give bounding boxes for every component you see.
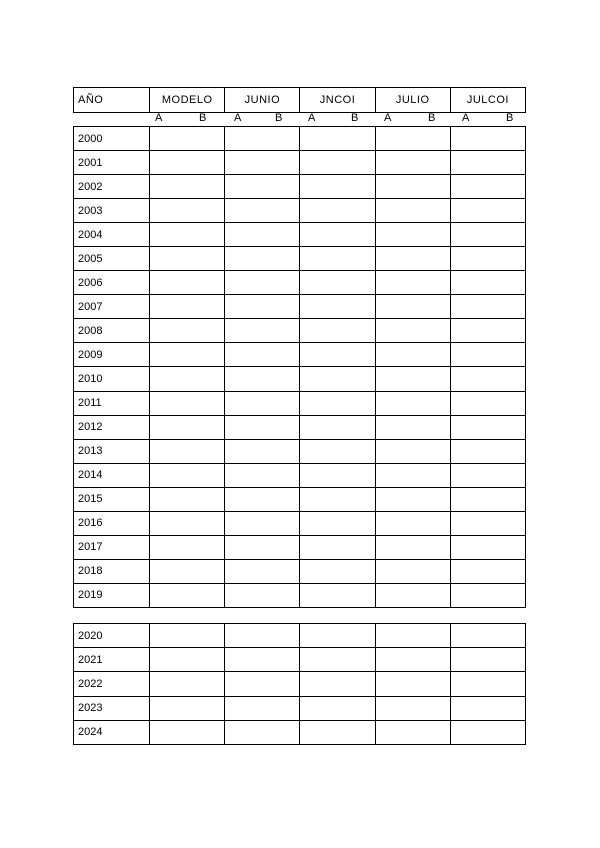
entry-cell[interactable]	[150, 439, 225, 463]
entry-cell[interactable]	[150, 648, 225, 672]
entry-cell[interactable]	[225, 151, 300, 175]
entry-cell[interactable]	[450, 463, 525, 487]
table-row	[74, 319, 526, 343]
entry-cell[interactable]	[450, 487, 525, 511]
year-cell: 2020	[74, 624, 150, 648]
table-row	[74, 648, 526, 672]
entry-cell[interactable]	[225, 367, 300, 391]
entry-cell[interactable]	[150, 271, 225, 295]
entry-cell[interactable]	[300, 199, 375, 223]
entry-cell[interactable]	[300, 151, 375, 175]
year-cell: 2023	[74, 696, 150, 720]
entry-cell[interactable]	[225, 648, 300, 672]
table-row	[74, 367, 526, 391]
entry-cell[interactable]	[450, 247, 525, 271]
sub-b-modelo: B	[199, 112, 207, 124]
entry-cell[interactable]	[225, 127, 300, 151]
entry-cell[interactable]	[150, 151, 225, 175]
sub-a-junio: A	[234, 112, 242, 124]
header-jncoi: JNCOI	[300, 88, 375, 113]
entry-cell[interactable]	[300, 511, 375, 535]
entry-cell[interactable]	[300, 463, 375, 487]
entry-cell[interactable]	[150, 672, 225, 696]
header-julio: JULIO	[375, 88, 450, 113]
entry-cell[interactable]	[375, 343, 450, 367]
table-row	[74, 535, 526, 559]
entry-cell[interactable]	[150, 247, 225, 271]
table-row	[74, 127, 526, 151]
entry-cell[interactable]	[300, 319, 375, 343]
entry-cell[interactable]	[300, 696, 375, 720]
entry-cell[interactable]	[225, 535, 300, 559]
entry-cell[interactable]	[300, 367, 375, 391]
entry-cell[interactable]	[375, 175, 450, 199]
year-cell: 2005	[74, 247, 150, 271]
year-cell: 2001	[74, 151, 150, 175]
entry-cell[interactable]	[375, 487, 450, 511]
entry-cell[interactable]	[300, 624, 375, 648]
sub-b-jncoi: B	[351, 112, 359, 124]
header-modelo: MODELO	[150, 88, 225, 113]
entry-cell[interactable]	[225, 343, 300, 367]
entry-cell[interactable]	[375, 223, 450, 247]
year-cell: 2012	[74, 415, 150, 439]
header-row	[74, 88, 526, 113]
entry-cell[interactable]	[300, 487, 375, 511]
entry-cell[interactable]	[450, 295, 525, 319]
entry-cell[interactable]	[375, 696, 450, 720]
header-julcoi: JULCOI	[450, 88, 525, 113]
entry-cell[interactable]	[375, 672, 450, 696]
table-row	[74, 511, 526, 535]
entry-cell[interactable]	[450, 624, 525, 648]
table-row	[74, 487, 526, 511]
entry-cell[interactable]	[225, 415, 300, 439]
entry-cell[interactable]	[375, 391, 450, 415]
table-row	[74, 247, 526, 271]
sub-a-julcoi: A	[462, 112, 470, 124]
entry-cell[interactable]	[375, 624, 450, 648]
entry-cell[interactable]	[225, 487, 300, 511]
sub-b-julio: B	[428, 112, 436, 124]
entry-cell[interactable]	[150, 295, 225, 319]
entry-cell[interactable]	[300, 648, 375, 672]
entry-cell[interactable]	[150, 223, 225, 247]
entry-cell[interactable]	[375, 463, 450, 487]
table-row	[74, 199, 526, 223]
entry-cell[interactable]	[150, 175, 225, 199]
entry-cell[interactable]	[450, 415, 525, 439]
entry-cell[interactable]	[225, 223, 300, 247]
entry-cell[interactable]	[300, 247, 375, 271]
entry-cell[interactable]	[150, 559, 225, 583]
ab-subheader	[73, 112, 526, 126]
entry-cell[interactable]	[225, 247, 300, 271]
entry-cell[interactable]	[300, 271, 375, 295]
year-cell: 2006	[74, 271, 150, 295]
entry-cell[interactable]	[450, 271, 525, 295]
entry-cell[interactable]	[225, 511, 300, 535]
entry-cell[interactable]	[300, 583, 375, 607]
entry-cell[interactable]	[375, 295, 450, 319]
entry-cell[interactable]	[300, 343, 375, 367]
entry-cell[interactable]	[375, 439, 450, 463]
entry-cell[interactable]	[225, 175, 300, 199]
table-row	[74, 583, 526, 607]
years-table-2020-2024	[73, 623, 526, 745]
year-cell: 2000	[74, 127, 150, 151]
entry-cell[interactable]	[150, 535, 225, 559]
entry-cell[interactable]	[450, 343, 525, 367]
year-cell: 2002	[74, 175, 150, 199]
entry-cell[interactable]	[150, 511, 225, 535]
year-cell: 2003	[74, 199, 150, 223]
entry-cell[interactable]	[375, 127, 450, 151]
table-row	[74, 391, 526, 415]
entry-cell[interactable]	[150, 487, 225, 511]
table-row	[74, 463, 526, 487]
entry-cell[interactable]	[150, 624, 225, 648]
entry-cell[interactable]	[375, 583, 450, 607]
entry-cell[interactable]	[225, 271, 300, 295]
table-row	[74, 175, 526, 199]
entry-cell[interactable]	[375, 648, 450, 672]
year-cell: 2022	[74, 672, 150, 696]
year-cell: 2013	[74, 439, 150, 463]
entry-cell[interactable]	[225, 463, 300, 487]
year-cell: 2009	[74, 343, 150, 367]
entry-cell[interactable]	[225, 319, 300, 343]
entry-cell[interactable]	[225, 439, 300, 463]
entry-cell[interactable]	[450, 511, 525, 535]
year-cell: 2017	[74, 535, 150, 559]
entry-cell[interactable]	[450, 559, 525, 583]
entry-cell[interactable]	[150, 343, 225, 367]
entry-cell[interactable]	[300, 559, 375, 583]
entry-cell[interactable]	[150, 720, 225, 744]
sub-b-junio: B	[275, 112, 283, 124]
entry-cell[interactable]	[150, 583, 225, 607]
year-cell: 2024	[74, 720, 150, 744]
year-cell: 2011	[74, 391, 150, 415]
entry-cell[interactable]	[375, 720, 450, 744]
entry-cell[interactable]	[450, 583, 525, 607]
entry-cell[interactable]	[300, 295, 375, 319]
sub-b-julcoi: B	[506, 112, 514, 124]
year-cell: 2014	[74, 463, 150, 487]
table-row	[74, 672, 526, 696]
sub-a-modelo: A	[155, 112, 163, 124]
entry-cell[interactable]	[450, 648, 525, 672]
entry-cell[interactable]	[300, 535, 375, 559]
entry-cell[interactable]	[375, 535, 450, 559]
entry-cell[interactable]	[450, 672, 525, 696]
year-cell: 2015	[74, 487, 150, 511]
entry-cell[interactable]	[150, 367, 225, 391]
entry-cell[interactable]	[300, 391, 375, 415]
sub-a-jncoi: A	[308, 112, 316, 124]
entry-cell[interactable]	[300, 439, 375, 463]
year-cell: 2007	[74, 295, 150, 319]
year-cell: 2010	[74, 367, 150, 391]
entry-cell[interactable]	[450, 391, 525, 415]
entry-cell[interactable]	[225, 672, 300, 696]
entry-cell[interactable]	[375, 367, 450, 391]
entry-cell[interactable]	[450, 223, 525, 247]
entry-cell[interactable]	[450, 696, 525, 720]
entry-cell[interactable]	[225, 696, 300, 720]
entry-cell[interactable]	[150, 696, 225, 720]
entry-cell[interactable]	[150, 415, 225, 439]
table-row	[74, 624, 526, 648]
entry-cell[interactable]	[375, 415, 450, 439]
table-row	[74, 415, 526, 439]
entry-cell[interactable]	[375, 247, 450, 271]
entry-cell[interactable]	[225, 720, 300, 744]
entry-cell[interactable]	[225, 295, 300, 319]
table-row	[74, 720, 526, 744]
year-cell: 2019	[74, 583, 150, 607]
entry-cell[interactable]	[450, 720, 525, 744]
header-junio: JUNIO	[225, 88, 300, 113]
table-row	[74, 696, 526, 720]
entry-cell[interactable]	[450, 439, 525, 463]
header-ano: AÑO	[74, 88, 150, 113]
table-row	[74, 151, 526, 175]
entry-cell[interactable]	[450, 175, 525, 199]
entry-cell[interactable]	[375, 559, 450, 583]
entry-cell[interactable]	[375, 319, 450, 343]
year-cell: 2004	[74, 223, 150, 247]
years-table-2000-2019	[73, 126, 526, 608]
entry-cell[interactable]	[450, 367, 525, 391]
entry-cell[interactable]	[375, 511, 450, 535]
table-row	[74, 223, 526, 247]
table-row	[74, 343, 526, 367]
table-row	[74, 559, 526, 583]
entry-cell[interactable]	[450, 199, 525, 223]
year-cell: 2018	[74, 559, 150, 583]
entry-cell[interactable]	[300, 127, 375, 151]
entry-cell[interactable]	[300, 175, 375, 199]
sub-a-julio: A	[384, 112, 392, 124]
entry-cell[interactable]	[225, 583, 300, 607]
entry-cell[interactable]	[225, 559, 300, 583]
entry-cell[interactable]	[300, 720, 375, 744]
entry-cell[interactable]	[375, 199, 450, 223]
entry-cell[interactable]	[450, 127, 525, 151]
entry-cell[interactable]	[225, 199, 300, 223]
entry-cell[interactable]	[375, 271, 450, 295]
entry-cell[interactable]	[300, 415, 375, 439]
entry-cell[interactable]	[150, 319, 225, 343]
header-table	[73, 87, 526, 113]
entry-cell[interactable]	[150, 199, 225, 223]
entry-cell[interactable]	[375, 151, 450, 175]
year-cell: 2021	[74, 648, 150, 672]
table-row	[74, 439, 526, 463]
entry-cell[interactable]	[450, 319, 525, 343]
entry-cell[interactable]	[150, 391, 225, 415]
entry-cell[interactable]	[225, 624, 300, 648]
entry-cell[interactable]	[300, 672, 375, 696]
entry-cell[interactable]	[225, 391, 300, 415]
table-row	[74, 295, 526, 319]
table-row	[74, 271, 526, 295]
year-cell: 2008	[74, 319, 150, 343]
entry-cell[interactable]	[150, 463, 225, 487]
entry-cell[interactable]	[300, 223, 375, 247]
entry-cell[interactable]	[450, 535, 525, 559]
entry-cell[interactable]	[150, 127, 225, 151]
entry-cell[interactable]	[450, 151, 525, 175]
year-cell: 2016	[74, 511, 150, 535]
